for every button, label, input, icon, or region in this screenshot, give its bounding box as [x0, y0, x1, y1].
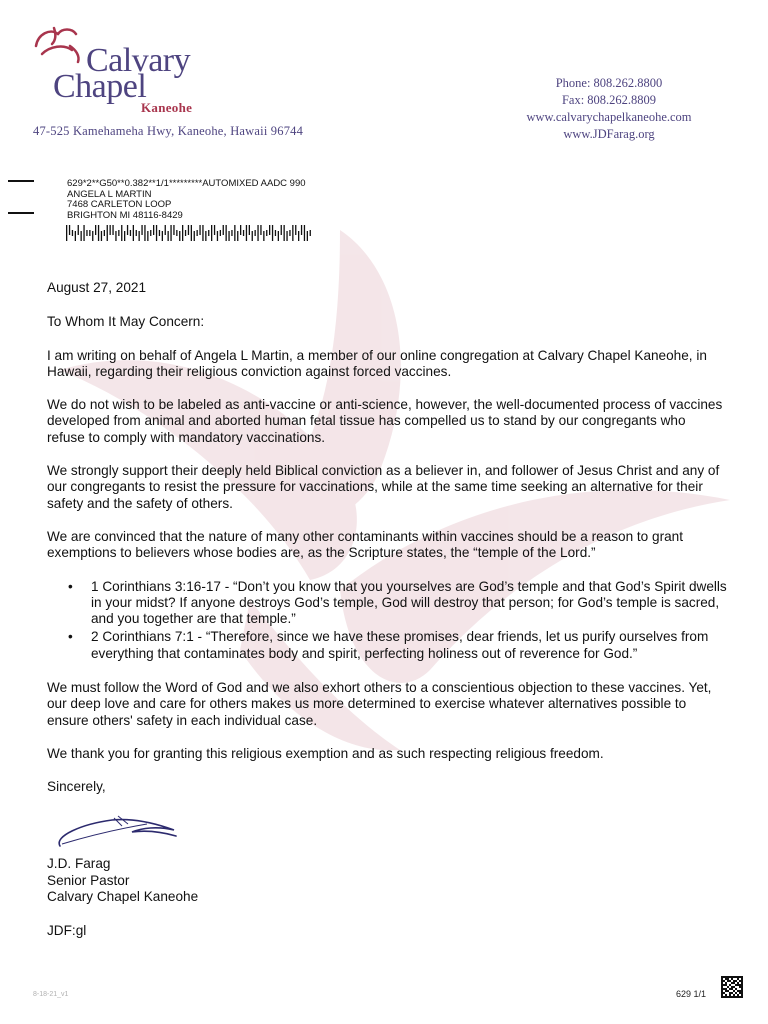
- church-address: 47-525 Kamehameha Hwy, Kaneohe, Hawaii 96744: [33, 124, 304, 138]
- matrix-cell: [731, 986, 733, 988]
- matrix-cell: [741, 990, 743, 992]
- barcode-bar: [286, 231, 287, 241]
- barcode-bar: [310, 230, 311, 236]
- scripture-item: • 2 Corinthians 7:1 - “Therefore, since we have these promises, dear friends, let us purify ourselves from everything that contaminates body and spirit, perfecting holiness out of reverence for God.”: [47, 629, 727, 662]
- barcode-bar: [69, 225, 70, 235]
- matrix-cell: [741, 984, 743, 986]
- matrix-cell: [727, 996, 729, 998]
- barcode-bar: [89, 230, 90, 236]
- matrix-cell: [737, 984, 739, 986]
- matrix-cell: [735, 984, 737, 986]
- barcode-bar: [260, 225, 261, 235]
- body-paragraph: We do not wish to be labeled as anti-vaccine or anti-science, however, the well-documented process of vaccines developed from animal and aborted human fetal tissue has compelled us to stand by our congregants who refuse to comply with mandatory vaccinations.: [47, 397, 723, 445]
- matrix-cell: [739, 980, 741, 982]
- matrix-cell: [729, 976, 731, 978]
- matrix-cell: [725, 994, 727, 996]
- barcode-bar: [199, 225, 200, 235]
- matrix-cell: [739, 984, 741, 986]
- barcode-bar: [78, 225, 79, 235]
- barcode-bar: [92, 231, 93, 241]
- body-paragraph: We thank you for granting this religious exemption and as such respecting religious freedom.: [47, 745, 604, 761]
- contact-info: [505, 75, 713, 143]
- matrix-cell: [723, 980, 725, 982]
- matrix-cell: [733, 980, 735, 982]
- website-link: www.calvarychapelkaneohe.com: [526, 110, 692, 124]
- matrix-cell: [737, 976, 739, 978]
- logo-text-chapel: Chapel: [53, 68, 147, 105]
- matrix-cell: [731, 976, 733, 978]
- barcode-bar: [81, 231, 82, 241]
- recipient-name: ANGELA L MARTIN: [67, 188, 152, 200]
- barcode-bar: [168, 231, 169, 241]
- matrix-cell: [741, 994, 743, 996]
- barcode-bar: [75, 231, 76, 241]
- barcode-bar: [150, 230, 151, 236]
- barcode-bar: [98, 225, 99, 241]
- signer-title: Senior Pastor: [47, 872, 130, 888]
- barcode-bar: [185, 230, 186, 236]
- matrix-cell: [741, 988, 743, 990]
- matrix-cell: [741, 986, 743, 988]
- signer-organization: Calvary Chapel Kaneohe: [47, 889, 199, 904]
- barcode-bar: [298, 231, 299, 241]
- matrix-cell: [737, 990, 739, 992]
- barcode-bar: [83, 225, 84, 241]
- dove-icon: [28, 24, 90, 68]
- barcode-bar: [95, 225, 96, 235]
- barcode-bar: [217, 231, 218, 241]
- barcode-bar: [159, 230, 160, 236]
- barcode-bar: [118, 230, 119, 236]
- barcode-bar: [208, 230, 209, 236]
- matrix-cell: [733, 990, 735, 992]
- fold-mark: [8, 180, 34, 182]
- matrix-cell: [733, 976, 735, 978]
- barcode-bar: [240, 225, 241, 235]
- barcode-bar: [205, 231, 206, 241]
- barcode-bar: [272, 225, 273, 241]
- matrix-cell: [741, 976, 743, 978]
- barcode-bar: [295, 225, 296, 235]
- barcode-bar: [197, 230, 198, 236]
- matrix-cell: [721, 982, 723, 984]
- barcode-bar: [130, 230, 131, 236]
- body-paragraph: We must follow the Word of God and we also exhort others to a conscientious objection to these vaccines. Yet, our deep love and care for others makes us more determined to exercise whatever alternatives possible to ensure others' safety in each individual case.: [47, 680, 712, 728]
- barcode-bar: [226, 225, 227, 241]
- church-logo: [28, 22, 218, 117]
- barcode-bar: [188, 225, 189, 235]
- mailing-address: [67, 179, 306, 221]
- matrix-cell: [721, 980, 723, 982]
- matrix-cell: [739, 990, 741, 992]
- barcode-bar: [144, 225, 145, 241]
- barcode-bar: [66, 225, 67, 241]
- matrix-cell: [721, 978, 723, 980]
- matrix-cell: [735, 992, 737, 994]
- body-paragraph: I am writing on behalf of Angela L Martin, a member of our online congregation at Calvary Chapel Kaneohe, in Hawaii, regarding their religious conviction against forced vaccines.: [47, 347, 707, 379]
- barcode-bar: [214, 225, 215, 235]
- matrix-cell: [739, 996, 741, 998]
- barcode-bar: [162, 231, 163, 241]
- matrix-cell: [723, 976, 725, 978]
- matrix-cell: [729, 996, 731, 998]
- matrix-cell: [729, 980, 731, 982]
- barcode-bar: [153, 225, 154, 235]
- barcode-bar: [228, 231, 229, 241]
- barcode-bar: [86, 230, 87, 236]
- matrix-cell: [741, 982, 743, 984]
- matrix-cell: [741, 992, 743, 994]
- barcode-bar: [165, 225, 166, 235]
- barcode-bar: [231, 230, 232, 236]
- barcode-bar: [179, 231, 180, 241]
- barcode-bar: [223, 225, 224, 235]
- website-link: www.JDFarag.org: [563, 127, 655, 141]
- matrix-cell: [727, 980, 729, 982]
- body-paragraph: We strongly support their deeply held Biblical conviction as a believer in, and follower of Jesus Christ and any of our congregants to resist the pressure for vaccinations, while at the same time seeking an alternative for their safety and the safety of others.: [47, 463, 720, 511]
- matrix-cell: [739, 992, 741, 994]
- matrix-cell: [721, 988, 723, 990]
- barcode-bar: [176, 230, 177, 236]
- salutation: To Whom It May Concern:: [47, 314, 205, 330]
- document-version-code: 8-18-21_v1: [33, 991, 69, 998]
- barcode-bar: [72, 230, 73, 236]
- barcode-bar: [237, 231, 238, 241]
- barcode-bar: [301, 225, 302, 235]
- postal-barcode: [66, 225, 314, 241]
- matrix-cell: [721, 992, 723, 994]
- matrix-cell: [721, 994, 723, 996]
- datamatrix-code: [721, 976, 743, 998]
- barcode-bar: [292, 225, 293, 241]
- barcode-bar: [289, 230, 290, 236]
- matrix-cell: [737, 982, 739, 984]
- barcode-bar: [101, 231, 102, 241]
- matrix-cell: [739, 976, 741, 978]
- matrix-cell: [731, 978, 733, 980]
- matrix-cell: [723, 988, 725, 990]
- matrix-cell: [737, 994, 739, 996]
- matrix-cell: [725, 976, 727, 978]
- barcode-bar: [304, 225, 305, 241]
- barcode-bar: [246, 225, 247, 241]
- matrix-cell: [737, 996, 739, 998]
- barcode-bar: [104, 230, 105, 236]
- fold-mark: [8, 212, 34, 214]
- phone-line: Phone: 808.262.8800: [555, 76, 663, 90]
- matrix-cell: [723, 984, 725, 986]
- barcode-bar: [115, 231, 116, 241]
- barcode-bar: [284, 225, 285, 241]
- barcode-bar: [191, 225, 192, 241]
- matrix-cell: [733, 996, 735, 998]
- barcode-bar: [278, 231, 279, 241]
- barcode-bar: [170, 225, 171, 241]
- recipient-city: BRIGHTON MI 48116-8429: [67, 209, 183, 221]
- barcode-bar: [255, 230, 256, 236]
- matrix-cell: [723, 996, 725, 998]
- matrix-cell: [733, 982, 735, 984]
- handwritten-signature: [52, 812, 182, 852]
- barcode-bar: [307, 231, 308, 241]
- barcode-bar: [136, 230, 137, 236]
- matrix-cell: [727, 990, 729, 992]
- matrix-cell: [741, 980, 743, 982]
- barcode-bar: [107, 225, 108, 241]
- barcode-bar: [112, 225, 113, 235]
- barcode-bar: [269, 225, 270, 235]
- barcode-bar: [147, 231, 148, 241]
- scripture-item: • 1 Corinthians 3:16-17 - “Don’t you know that you yourselves are God’s temple and that God’s Spirit dwells in your midst? If anyone destroys God’s temple, God will destroy that person; for God’s temple is sacred, and you together are that temple.”: [47, 579, 727, 628]
- logo-text-calvary: Calvary: [86, 42, 191, 79]
- barcode-bar: [252, 231, 253, 241]
- recipient-street: 7468 CARLETON LOOP: [67, 199, 172, 210]
- closing: Sincerely,: [47, 779, 106, 795]
- matrix-cell: [721, 986, 723, 988]
- signer-name: J.D. Farag: [47, 856, 111, 871]
- barcode-bar: [281, 225, 282, 235]
- barcode-bar: [266, 230, 267, 236]
- barcode-bar: [202, 225, 203, 241]
- barcode-bar: [249, 225, 250, 235]
- matrix-cell: [729, 994, 731, 996]
- matrix-cell: [737, 978, 739, 980]
- body-paragraph: We are convinced that the nature of many other contaminants within vaccines should be a reason to grant exemptions to believers whose bodies are, as the Scripture states, the “temple of the Lord.”: [47, 528, 684, 561]
- letter-date: August 27, 2021: [47, 280, 147, 295]
- barcode-bar: [121, 225, 122, 241]
- barcode-bar: [110, 225, 111, 235]
- matrix-cell: [735, 980, 737, 982]
- signature-block: [47, 856, 198, 906]
- matrix-cell: [731, 982, 733, 984]
- barcode-bar: [275, 230, 276, 236]
- barcode-bar: [263, 231, 264, 241]
- matrix-cell: [725, 990, 727, 992]
- letter-body: [47, 280, 727, 813]
- typist-initials: JDF:gl: [47, 923, 87, 938]
- matrix-cell: [725, 988, 727, 990]
- matrix-cell: [721, 976, 723, 978]
- scripture-list: [47, 579, 727, 662]
- matrix-cell: [735, 996, 737, 998]
- barcode-bar: [124, 231, 125, 241]
- barcode-bar: [257, 225, 258, 241]
- matrix-cell: [729, 988, 731, 990]
- barcode-bar: [133, 225, 134, 241]
- matrix-cell: [725, 982, 727, 984]
- barcode-bar: [139, 231, 140, 241]
- matrix-cell: [729, 984, 731, 986]
- matrix-cell: [739, 986, 741, 988]
- matrix-cell: [741, 978, 743, 980]
- postal-sort-code: 629*2**G50**0.382**1/1*********AUTOMIXED AADC 990: [67, 178, 306, 189]
- fax-line: Fax: 808.262.8809: [561, 93, 657, 107]
- barcode-bar: [243, 230, 244, 236]
- matrix-cell: [725, 996, 727, 998]
- matrix-cell: [735, 988, 737, 990]
- matrix-cell: [731, 996, 733, 998]
- matrix-cell: [741, 996, 743, 998]
- matrix-cell: [733, 986, 735, 988]
- barcode-bar: [141, 225, 142, 235]
- barcode-bar: [211, 225, 212, 241]
- matrix-cell: [727, 976, 729, 978]
- matrix-cell: [729, 992, 731, 994]
- matrix-cell: [721, 990, 723, 992]
- barcode-bar: [173, 225, 174, 235]
- barcode-bar: [127, 225, 128, 235]
- barcode-bar: [182, 225, 183, 241]
- matrix-cell: [731, 988, 733, 990]
- matrix-cell: [733, 994, 735, 996]
- barcode-bar: [220, 230, 221, 236]
- logo-text-kaneohe: Kaneohe: [141, 100, 193, 115]
- matrix-cell: [725, 978, 727, 980]
- matrix-cell: [727, 986, 729, 988]
- page-count: 629 1/1: [676, 989, 707, 999]
- matrix-cell: [735, 976, 737, 978]
- matrix-cell: [731, 992, 733, 994]
- matrix-cell: [727, 978, 729, 980]
- matrix-cell: [721, 996, 723, 998]
- barcode-bar: [194, 231, 195, 241]
- matrix-cell: [721, 984, 723, 986]
- matrix-cell: [723, 992, 725, 994]
- barcode-bar: [234, 225, 235, 241]
- matrix-cell: [725, 984, 727, 986]
- barcode-bar: [156, 225, 157, 241]
